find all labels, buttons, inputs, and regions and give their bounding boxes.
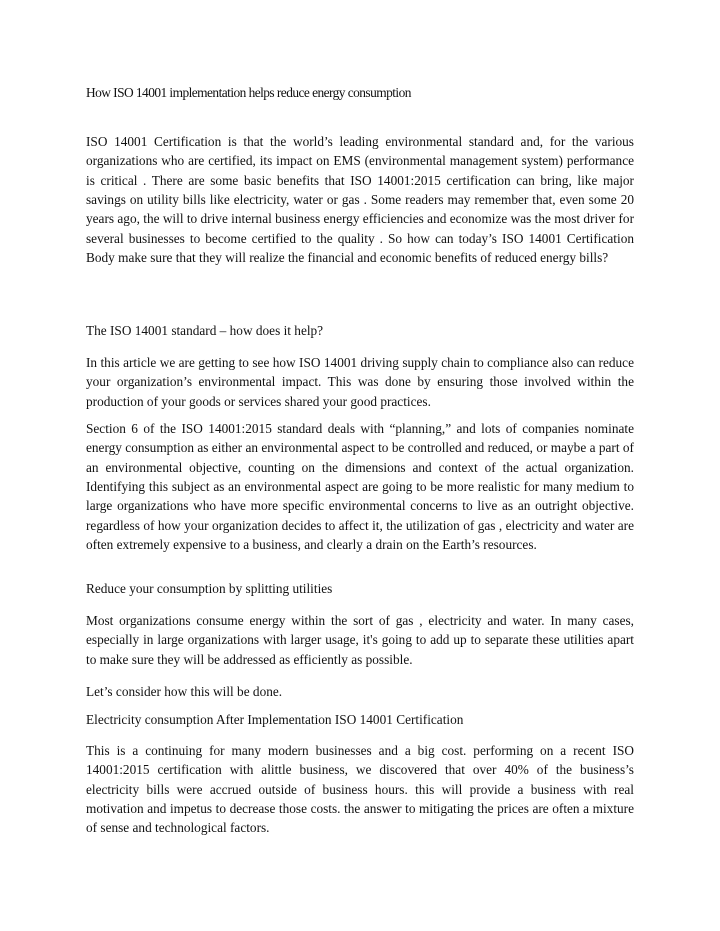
section-heading-electricity: Electricity consumption After Implementation ISO 14001 Certification xyxy=(86,712,464,727)
paragraph-section-6: Section 6 of the ISO 14001:2015 standard deals with “planning,” and lots of companies nominate energy consumption as either an environmental aspect to be controlled and reduced, or maybe a part of an environmental objective, counting on the dimensions and context of the actual organization. Identifying this subject as an environmental aspect are going to be more realistic for many medium to large organizations who have more specific environmental concerns to live as an outright objective. regardless of how your organization decides to affect it, the utilization of gas , electricity and water are often extremely expensive to a business, and clearly a drain on the Earth’s resources. xyxy=(86,421,634,553)
intro-paragraph: ISO 14001 Certification is that the world’s leading environmental standard and, for the various organizations who are certified, its impact on EMS (environmental management system) performance is critical . There are some basic benefits that ISO 14001:2015 certification can bring, like major savings on utility bills like electricity, water or gas . Some readers may remember that, even some 20 years ago, the will to drive internal business energy efficiencies and economize was the most driver for several businesses to become certified to the quality . So how can today’s ISO 14001 Certification Body make sure that they will realize the financial and economic benefits of reduced energy bills? xyxy=(86,134,634,266)
paragraph-supply-chain: In this article we are getting to see how ISO 14001 driving supply chain to compliance also can reduce your organization’s environmental impact. This was done by ensuring those involved within the production of your goods or services shared your good practices. xyxy=(86,355,634,409)
paragraph-lets-consider: Let’s consider how this will be done. xyxy=(86,684,283,699)
paragraph-electricity: This is a continuing for many modern businesses and a big cost. performing on a recent ISO 14001:2015 certification with alittle business, we discovered that over 40% of the business’s electricity bills were accrued outside of business hours. this will provide a business with real motivation and impetus to decrease those costs. the answer to mitigating the prices are often a mixture of sense and technological factors. xyxy=(86,743,634,836)
section-heading-splitting-utilities: Reduce your consumption by splitting utilities xyxy=(86,581,333,596)
document-title: How ISO 14001 implementation helps reduce energy consumption xyxy=(86,85,411,100)
paragraph-consume-energy: Most organizations consume energy within the sort of gas , electricity and water. In many cases, especially in large organizations with larger usage, it's going to add up to separate these utilities apart to make sure they will be addressed as efficiently as possible. xyxy=(86,613,634,667)
section-heading-standard: The ISO 14001 standard – how does it help? xyxy=(86,323,324,338)
